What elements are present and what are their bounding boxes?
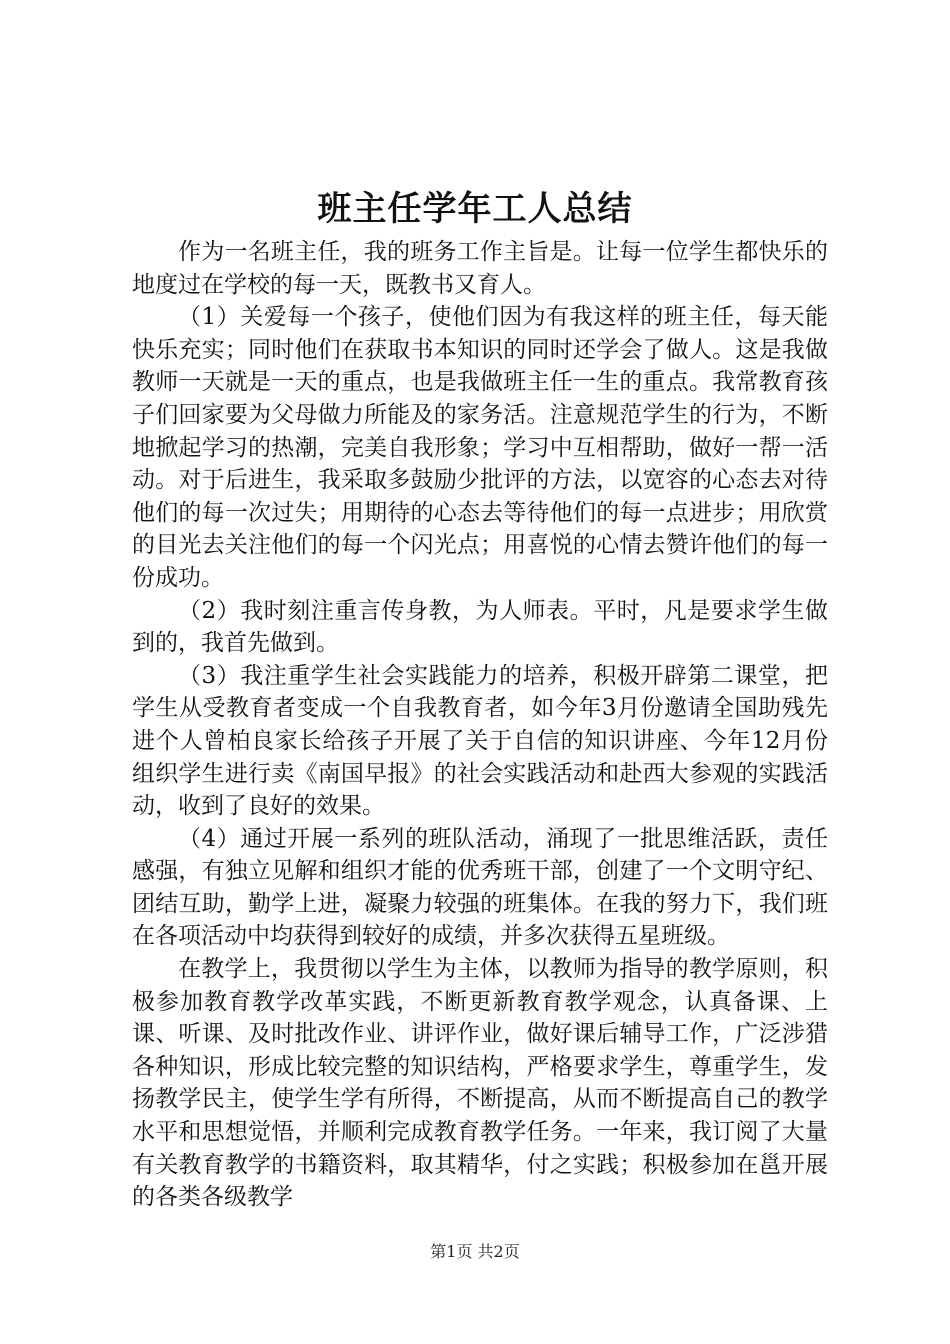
paragraph-item-3: （3）我注重学生社会实践能力的培养，积极开辟第二课堂，把学生从受教育者变成一个自我教育者，如今年3月份邀请全国助残先进个人曾柏良家长给孩子开展了关于自信的知识讲座、今年12月份组织学生进行卖《南国早报》的社会实践活动和赴西大参观的实践活动，收到了良好的效果。 — [132, 662, 828, 820]
paragraph-teaching: 在教学上，我贯彻以学生为主体，以教师为指导的教学原则，积极参加教育教学改革实践，不断更新教育教学观念，认真备课、上课、听课、及时批改作业、讲评作业，做好课后辅导工作，广泛涉猎各种知识，形成比较完整的知识结构，严格要求学生，尊重学生，发扬教学民主，使学生学有所得，不断提高，从而不断提高自己的教学水平和思想觉悟，并顺利完成教育教学任务。一年来，我订阅了大量有关教育教学的书籍资料，取其精华，付之实践；积极参加在邕开展的各类各级教学 — [132, 956, 828, 1211]
paragraph-intro: 作为一名班主任，我的班务工作主旨是。让每一位学生都快乐的地度过在学校的每一天，既教书又育人。 — [132, 239, 828, 298]
document-body — [132, 236, 828, 1214]
paragraph-item-2: （2）我时刻注重言传身教，为人师表。平时，凡是要求学生做到的，我首先做到。 — [132, 597, 828, 657]
document-title: 班主任学年工人总结 — [317, 189, 633, 229]
page-number-footer: 第1页 共2页 — [430, 1242, 520, 1261]
paragraph-item-4: （4）通过开展一系列的班队活动，涌现了一批思维活跃，责任感强，有独立见解和组织才能的优秀班干部，创建了一个文明守纪、团结互助，勤学上进，凝聚力较强的班集体。在我的努力下，我们班在各项活动中均获得到较好的成绩，并多次获得五星班级。 — [132, 825, 828, 950]
paragraph-item-1: （1）关爱每一个孩子，使他们因为有我这样的班主任，每天能快乐充实；同时他们在获取书本知识的同时还学会了做人。这是我做教师一天就是一天的重点，也是我做班主任一生的重点。我常教育孩子们回家要为父母做力所能及的家务活。注意规范学生的行为，不断地掀起学习的热潮，完美自我形象；学习中互相帮助，做好一帮一活动。对于后进生，我采取多鼓励少批评的方法，以宽容的心态去对待他们的每一次过失；用期待的心态去等待他们的每一点进步；用欣赏的目光去关注他们的每一个闪光点；用喜悦的心情去赞许他们的每一份成功。 — [132, 304, 828, 591]
